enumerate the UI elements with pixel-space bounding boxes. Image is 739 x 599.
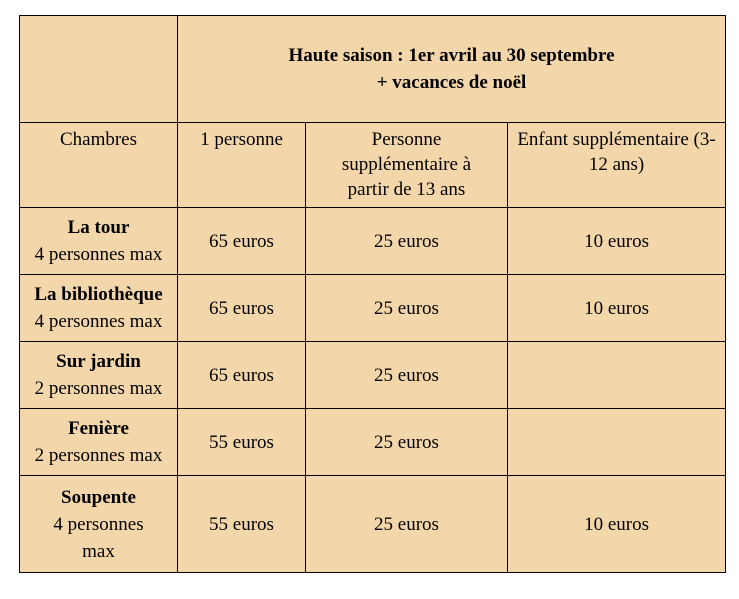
price-extra-child: 10 euros: [508, 275, 726, 342]
column-header-extra-child: Enfant supplémentaire (3-12 ans): [508, 123, 726, 208]
season-title-line2: + vacances de noël: [376, 72, 527, 93]
column-header-row: [20, 123, 726, 208]
pricing-table: [19, 15, 726, 573]
room-cell: [20, 409, 178, 476]
room-name: La tour: [67, 217, 130, 238]
column-header-rooms: Chambres: [20, 123, 178, 208]
column-header-extra-person: Personne supplémentaire à partir de 13 ans: [306, 123, 508, 208]
room-cell: [20, 476, 178, 573]
room-name: Soupente: [61, 486, 136, 508]
room-cell: [20, 208, 178, 275]
table-row: [20, 208, 726, 275]
room-name: Fenière: [68, 418, 129, 439]
title-row: [20, 16, 726, 123]
price-one-person: 65 euros: [178, 342, 306, 409]
table-row: [20, 342, 726, 409]
room-capacity: 2 personnes max: [34, 378, 163, 399]
room-capacity: 2 personnes max: [34, 445, 163, 466]
price-one-person: 65 euros: [178, 208, 306, 275]
price-extra-child: 10 euros: [508, 476, 726, 573]
room-name: La bibliothèque: [34, 284, 163, 305]
season-title-line1: Haute saison : 1er avril au 30 septembre: [288, 45, 615, 66]
table-row: [20, 476, 726, 573]
season-title: [178, 16, 726, 123]
room-capacity: 4 personnes max: [53, 513, 144, 562]
price-extra-person: 25 euros: [306, 208, 508, 275]
table-row: [20, 409, 726, 476]
room-capacity: 4 personnes max: [34, 311, 163, 332]
price-extra-child: [508, 409, 726, 476]
table-row: [20, 275, 726, 342]
price-extra-person: 25 euros: [306, 275, 508, 342]
empty-corner-cell: [20, 16, 178, 123]
price-one-person: 65 euros: [178, 275, 306, 342]
room-capacity: 4 personnes max: [34, 244, 163, 265]
price-extra-child: 10 euros: [508, 208, 726, 275]
room-cell: [20, 342, 178, 409]
price-extra-person: 25 euros: [306, 342, 508, 409]
room-name: Sur jardin: [56, 351, 141, 372]
price-extra-person: 25 euros: [306, 476, 508, 573]
room-cell: [20, 275, 178, 342]
column-header-one-person: 1 personne: [178, 123, 306, 208]
price-extra-person: 25 euros: [306, 409, 508, 476]
price-one-person: 55 euros: [178, 476, 306, 573]
price-one-person: 55 euros: [178, 409, 306, 476]
price-extra-child: [508, 342, 726, 409]
